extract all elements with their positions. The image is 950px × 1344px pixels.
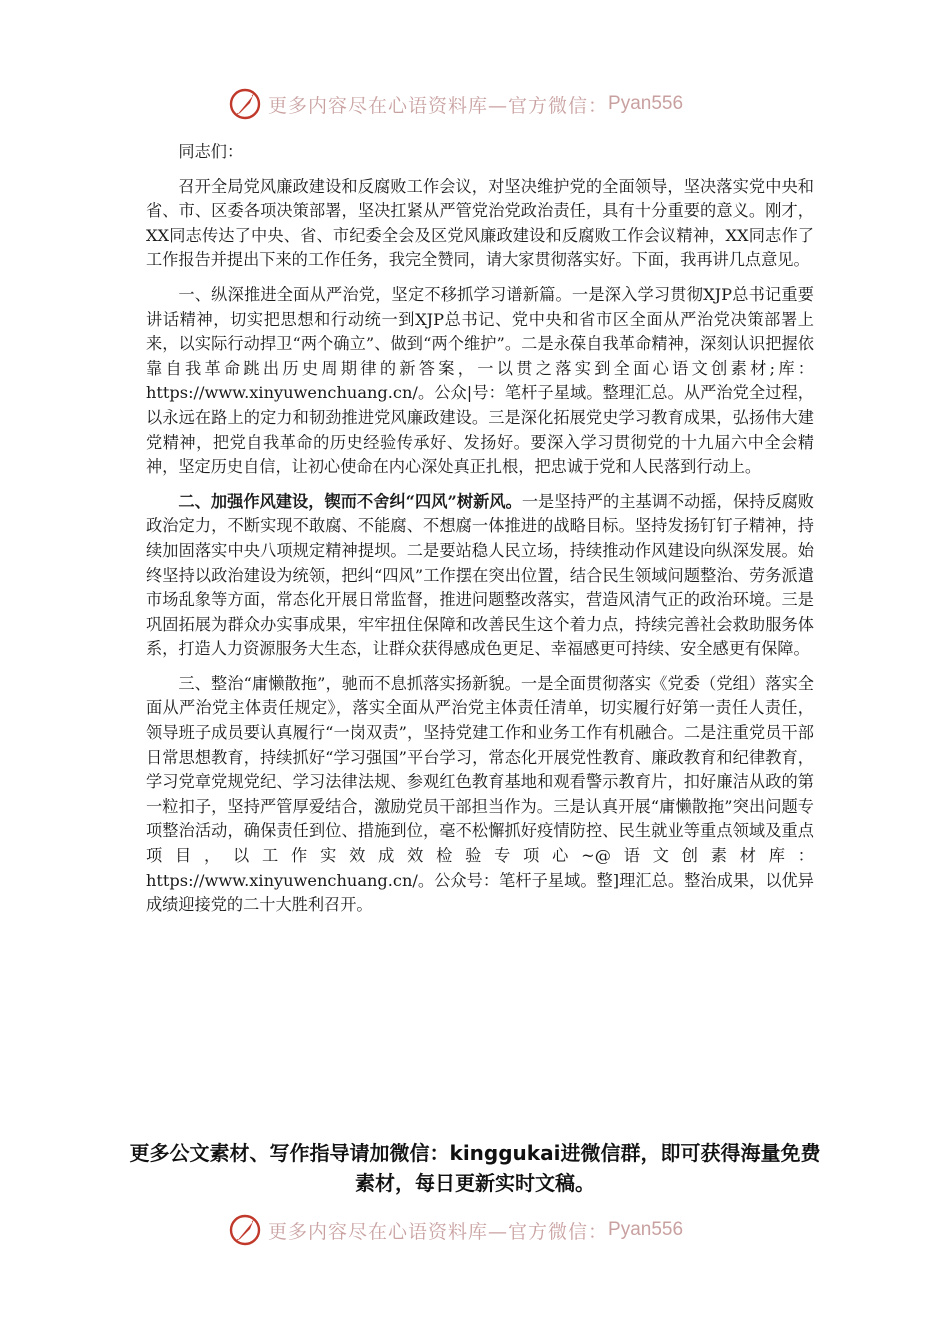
banner-slogan: 更多内容尽在心语资料库—官方微信： [268, 94, 609, 117]
banner-wechat-id: Pyan556 [608, 1219, 684, 1240]
letter-body [146, 140, 814, 928]
banner-slogan: 更多内容尽在心语资料库—官方微信： [268, 1220, 609, 1243]
quill-logo-icon [228, 87, 262, 121]
point-two-heading: 二、加强作风建设，锲而不舍纠“四风”树新风。 [178, 491, 522, 511]
quill-logo-icon [228, 1213, 262, 1247]
greeting: 同志们： [178, 142, 244, 161]
point-one-paragraph: 一、纵深推进全面从严治党，坚定不移抓学习谱新篇。一是深入学习贯彻XJP总书记重要讲话精神，切实把思想和行动统一到XJP总书记、党中央和省市区全面从严治党决策部署上来，以实际行动捍卫“两个确立”、做到“两个维护”。二是永葆自我革命精神，深刻认识把握依靠自我革命跳出历史周期律的新答案，一以贯之落实到全面心语文创素材;库：https://www.xinyuwenchuang.cn/。公众|号：笔杆子星域。整理汇总。从严治党全过程，以永远在路上的定力和韧劲推进党风廉政建设。三是深化拓展党史学习教育成果，弘扬伟大建党精神，把党自我革命的历史经验传承好、发扬好。要深入学习贯彻党的十九届六中全会精神，坚定历史自信，让初心使命在内心深处真正扎根，把忠诚于党和人民落到行动上。 [146, 284, 814, 477]
point-two-paragraph [146, 490, 814, 662]
header-banner [228, 82, 683, 126]
footer-banner [228, 1208, 683, 1252]
intro-paragraph: 召开全局党风廉政建设和反腐败工作会议，对坚决维护党的全面领导，坚决落实党中央和省、市、区委各项决策部署，坚决扛紧从严管党治党政治责任，具有十分重要的意义。刚才，XX同志传达了中央、省、市纪委全会及区党风廉政建设和反腐败工作会议精神，XX同志作了工作报告并提出下来的工作任务，我完全赞同，请大家贯彻落实好。下面，我再讲几点意见。 [146, 176, 814, 270]
point-two-body: 一是坚持严的主基调不动摇，保持反腐败政治定力，不断实现不敢腐、不能腐、不想腐一体推进的战略目标。坚持发扬钉钉子精神，持续加固落实中央八项规定精神提坝。二是要站稳人民立场，持续推动作风建设向纵深发展。始终坚持以政治建设为统领，把纠“四风”工作摆在突出位置，结合民生领域问题整治、劳务派遣市场乱象等方面，常态化开展日常监督，推进问题整改落实，营造风清气正的政治环境。三是巩固拓展为群众办实事成果，牢牢扭住保障和改善民生这个着力点，持续完善社会救助服务体系，打造人力资源服务大生态，让群众获得感成色更足、幸福感更可持续、安全感更有保障。 [146, 491, 814, 659]
banner-wechat-id: Pyan556 [608, 93, 684, 114]
point-three-paragraph: 三、整治“庸懒散拖”，驰而不息抓落实扬新貌。一是全面贯彻落实《党委（党组）落实全面从严治党主体责任规定》，落实全面从严治党主体责任清单，切实履行好第一责任人责任，领导班子成员要认真履行“一岗双责”，坚持党建工作和业务工作有机融合。二是注重党员干部日常思想教育，持续抓好“学习强国”平台学习，常态化开展党性教育、廉政教育和纪律教育，学习党章党规党纪、学习法律法规、参观红色教育基地和观看警示教育片，扣好廉洁从政的第一粒扣子，坚持严管厚爱结合，激励党员干部担当作为。三是认真开展“庸懒散拖”突出问题专项整治活动，确保责任到位、措施到位，毫不松懈抓好疫情防控、民生就业等重点领域及重点项目，以工作实效成效检验专项心~@语文创素材库：https://www.xinyuwenchuang.cn/。公众号：笔杆子星域。整]理汇总。整治成果，以优异成绩迎接党的二十大胜利召开。 [146, 673, 814, 915]
footer-promo-note: 更多公文素材、写作指导请加微信：kinggukai进微信群，即可获得海量免费素材，每日更新实时文稿。 [129, 1141, 821, 1195]
